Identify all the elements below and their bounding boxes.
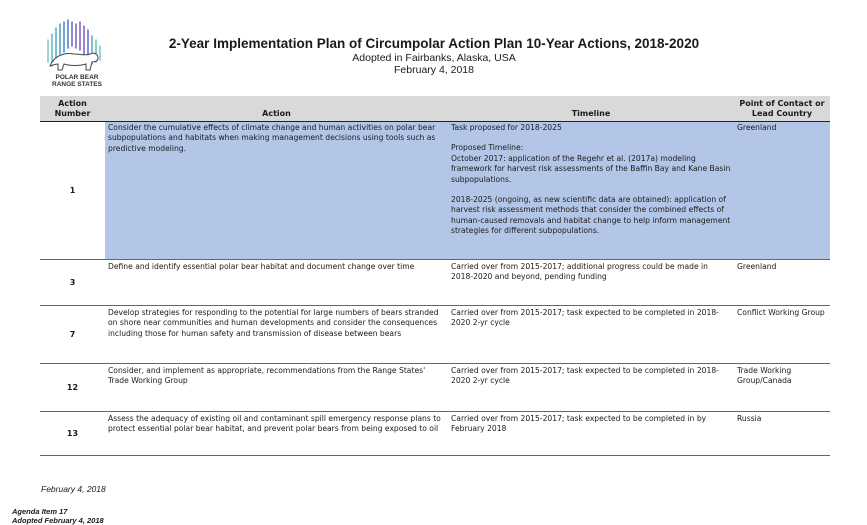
- table-row: [40, 260, 830, 306]
- timeline-text: [448, 122, 734, 260]
- table-row: [40, 364, 830, 412]
- document-header: [150, 36, 718, 76]
- timeline-text: Carried over from 2015-2017; task expected to be completed in 2018-2020 2-yr cycle: [448, 364, 734, 412]
- contact-text: Conflict Working Group: [734, 306, 830, 364]
- action-number: 1: [40, 122, 105, 260]
- action-number: 12: [40, 364, 105, 412]
- action-text: Define and identify essential polar bear habitat and document change over time: [105, 260, 448, 306]
- col-header-number-line1: Action: [58, 99, 87, 108]
- col-header-contact: [734, 96, 830, 122]
- action-number: 13: [40, 412, 105, 456]
- action-text: Consider, and implement as appropriate, recommendations from the Range States' Trade Working Group: [105, 364, 448, 412]
- timeline-paragraph: Task proposed for 2018-2025: [451, 123, 562, 132]
- agenda-adopted: Adopted February 4, 2018: [12, 516, 104, 525]
- action-text: Develop strategies for responding to the potential for large numbers of bears stranded on shore near communities and human developments and consider the consequences including those for human safety and transmission of disease between bears: [105, 306, 448, 364]
- document-date: February 4, 2018: [394, 64, 474, 76]
- contact-text: Russia: [734, 412, 830, 456]
- agenda-note: [12, 507, 104, 525]
- timeline-text: Carried over from 2015-2017; additional progress could be made in 2018-2020 and beyond, pending funding: [448, 260, 734, 306]
- timeline-paragraph: Proposed Timeline: October 2017: application of the Regehr et al. (2017a) modeling framework for harvest risk assessments of the Baffin Bay and Kane Basin subpopulations.: [451, 143, 731, 184]
- action-table: [40, 96, 830, 456]
- table-header-row: [40, 96, 830, 122]
- logo-line-1: POLAR BEAR: [55, 74, 99, 81]
- action-text: Assess the adequacy of existing oil and contaminant spill emergency response plans to protect essential polar bear habitat, and prevent polar bears from being exposed to oil: [105, 412, 448, 456]
- contact-text: Greenland: [734, 260, 830, 306]
- footer-date: February 4, 2018: [41, 484, 106, 494]
- col-header-action: Action: [105, 96, 448, 122]
- action-text: Consider the cumulative effects of climate change and human activities on polar bear subpopulations and habitats when making management decisions using tools such as predictive modeling.: [105, 122, 448, 260]
- action-number: 3: [40, 260, 105, 306]
- timeline-text: Carried over from 2015-2017; task expected to be completed in 2018-2020 2-yr cycle: [448, 306, 734, 364]
- timeline-paragraph: 2018-2025 (ongoing, as new scientific data are obtained): application of harvest risk assessment methods that consider the combined effects of human-caused removals and habitat change to help inform management strategies for different subpopulations.: [451, 195, 731, 236]
- col-header-number-line2: Number: [54, 109, 91, 118]
- table-row: [40, 412, 830, 456]
- logo-text: [38, 74, 116, 88]
- col-header-timeline: Timeline: [448, 96, 734, 122]
- table-row: [40, 122, 830, 260]
- action-number: 7: [40, 306, 105, 364]
- document-subtitle: Adopted in Fairbanks, Alaska, USA: [352, 52, 516, 64]
- timeline-text: Carried over from 2015-2017; task expected to be completed in by February 2018: [448, 412, 734, 456]
- contact-text: Greenland: [734, 122, 830, 260]
- logo-line-2: RANGE STATES: [52, 81, 102, 88]
- table-row: [40, 306, 830, 364]
- col-header-contact-line1: Point of Contact or: [739, 99, 825, 108]
- col-header-contact-line2: Lead Country: [751, 109, 813, 118]
- document-title: 2-Year Implementation Plan of Circumpolar Action Plan 10-Year Actions, 2018-2020: [168, 36, 700, 51]
- agenda-item: Agenda Item 17: [12, 507, 68, 516]
- contact-text: Trade Working Group/Canada: [734, 364, 830, 412]
- col-header-number: [40, 96, 105, 122]
